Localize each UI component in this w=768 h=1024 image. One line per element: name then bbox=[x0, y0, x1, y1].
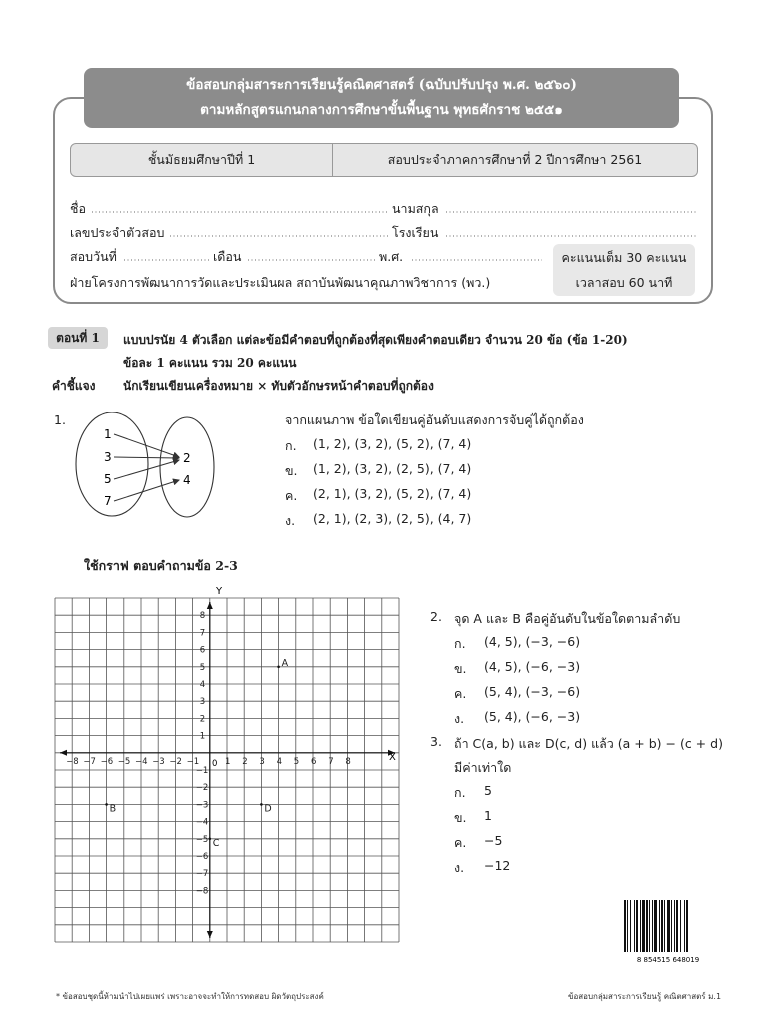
x-tick-label: −3 bbox=[152, 756, 165, 767]
domain-5: 5 bbox=[104, 472, 112, 486]
x-tick-label: 7 bbox=[328, 756, 334, 767]
barcode-bar bbox=[659, 900, 660, 952]
y-tick-label: 1 bbox=[199, 731, 206, 742]
month-label: เดือน bbox=[213, 249, 242, 264]
grade-label: ชั้นมัธยมศึกษาปีที่ 1 bbox=[71, 144, 333, 176]
q3-text-2: มีค่าเท่าใด bbox=[454, 760, 512, 775]
barcode-bar bbox=[684, 900, 685, 952]
x-axis-label: X bbox=[389, 752, 396, 763]
point-b bbox=[105, 803, 108, 806]
instruction-label: คำชี้แจง bbox=[52, 379, 96, 393]
point-c bbox=[209, 838, 212, 841]
q1-opt-a-text: (1, 2), (3, 2), (5, 2), (7, 4) bbox=[313, 436, 472, 451]
y-tick-label: −6 bbox=[195, 852, 209, 862]
x-tick-label: −1 bbox=[186, 756, 200, 767]
point-label-a: A bbox=[281, 657, 289, 669]
q1-text: จากแผนภาพ ข้อใดเขียนคู่อันดับแสดงการจับคู่ได้ถูกต้อง bbox=[285, 412, 584, 427]
barcode-bar bbox=[674, 900, 675, 952]
x-tick-label: −5 bbox=[117, 756, 131, 767]
q1-opt-b-text: (1, 2), (3, 2), (2, 5), (7, 4) bbox=[313, 461, 472, 476]
barcode-bar bbox=[640, 900, 641, 952]
range-2: 2 bbox=[183, 451, 191, 465]
q3-opt-a-text: 5 bbox=[484, 783, 492, 798]
q3-number: 3. bbox=[430, 734, 442, 749]
x-tick-label: 1 bbox=[225, 756, 231, 767]
y-tick-label: −2 bbox=[195, 783, 209, 794]
part-badge: ตอนที่ 1 bbox=[48, 327, 108, 349]
barcode-bar bbox=[630, 900, 631, 952]
barcode-bar bbox=[676, 900, 678, 952]
point-label-d: D bbox=[264, 803, 272, 815]
full-score: คะแนนเต็ม 30 คะแนน bbox=[561, 250, 687, 265]
y-tick-label: −5 bbox=[195, 834, 209, 845]
q2-opt-d-text: (5, 4), (−6, −3) bbox=[484, 709, 581, 724]
q2-opt-c-letter[interactable]: ค. bbox=[454, 686, 467, 701]
title-line-1: ข้อสอบกลุ่มสาระการเรียนรู้คณิตศาสตร์ (ฉบับปรับปรุง พ.ศ. ๒๕๖๐) bbox=[186, 77, 577, 93]
exam-label: สอบประจำภาคการศึกษาที่ 2 ปีการศึกษา 2561 bbox=[387, 152, 643, 167]
point-a bbox=[277, 666, 280, 669]
x-tick-label: −7 bbox=[83, 756, 96, 767]
y-tick-label: 6 bbox=[199, 645, 206, 656]
surname-label: นามสกุล bbox=[392, 201, 439, 216]
q2-opt-d-letter[interactable]: ง. bbox=[454, 711, 465, 726]
name-label: ชื่อ bbox=[70, 201, 86, 216]
axis-arrowhead bbox=[60, 750, 67, 756]
y-tick-label: 7 bbox=[199, 628, 206, 639]
part-line-1: แบบปรนัย 4 ตัวเลือก แต่ละข้อมีคำตอบที่ถูกต้องที่สุดเพียงคำตอบเดียว จำนวน 20 ข้อ (ข้อ 1-20) bbox=[123, 333, 628, 347]
barcode-bar bbox=[667, 900, 670, 952]
q1-number: 1. bbox=[54, 412, 66, 427]
axis-arrowhead bbox=[207, 602, 213, 609]
point-label-c: C bbox=[212, 837, 220, 849]
y-tick-label: −7 bbox=[195, 869, 209, 880]
footer-right: ข้อสอบกลุ่มสาระการเรียนรู้ คณิตศาสตร์ ม.1 bbox=[568, 992, 722, 1001]
date-label: สอบวันที่ bbox=[70, 249, 117, 264]
point-d bbox=[260, 803, 263, 806]
x-tick-label: −2 bbox=[169, 756, 182, 767]
barcode-bar bbox=[636, 900, 638, 952]
y-tick-label: −8 bbox=[195, 886, 209, 897]
barcode-bar bbox=[649, 900, 650, 952]
school-label: โรงเรียน bbox=[392, 225, 439, 240]
y-tick-label: −1 bbox=[195, 766, 209, 776]
origin-label: 0 bbox=[212, 759, 218, 769]
q1-opt-d-text: (2, 1), (2, 3), (2, 5), (4, 7) bbox=[313, 511, 472, 526]
q1-opt-b-letter[interactable]: ข. bbox=[285, 463, 298, 478]
q1-opt-a-letter[interactable]: ก. bbox=[285, 438, 297, 453]
domain-7: 7 bbox=[104, 494, 112, 508]
axis-arrowhead bbox=[207, 931, 213, 938]
q2-opt-a-letter[interactable]: ก. bbox=[454, 636, 466, 651]
year-label: พ.ศ. bbox=[379, 249, 404, 264]
q2-opt-b-letter[interactable]: ข. bbox=[454, 661, 467, 676]
x-tick-label: −6 bbox=[100, 756, 114, 767]
q3-opt-c-text: −5 bbox=[484, 833, 503, 848]
domain-1: 1 bbox=[104, 427, 112, 441]
q1-opt-c-letter[interactable]: ค. bbox=[285, 488, 298, 503]
q1-opt-c-text: (2, 1), (3, 2), (5, 2), (7, 4) bbox=[313, 486, 472, 501]
q3-opt-b-text: 1 bbox=[484, 808, 492, 823]
graph-section-title: ใช้กราฟ ตอบคำถามข้อ 2-3 bbox=[84, 558, 238, 573]
barcode-bar bbox=[654, 900, 657, 952]
q3-opt-d-text: −12 bbox=[484, 858, 511, 873]
barcode-bar bbox=[671, 900, 672, 952]
y-tick-label: −3 bbox=[195, 800, 209, 811]
q3-opt-a-letter[interactable]: ก. bbox=[454, 785, 466, 800]
barcode bbox=[622, 898, 714, 966]
x-tick-label: 2 bbox=[242, 756, 248, 767]
range-4: 4 bbox=[183, 473, 191, 487]
y-tick-label: 8 bbox=[199, 611, 206, 622]
y-axis-label: Y bbox=[216, 586, 223, 597]
y-tick-label: 3 bbox=[199, 697, 206, 708]
barcode-bar bbox=[680, 900, 681, 952]
footer-left: * ข้อสอบชุดนี้ห้ามนำไปเผยแพร่ เพราะอาจจะทำให้การทดสอบ ผิดวัตถุประสงค์ bbox=[56, 992, 324, 1001]
x-tick-label: 4 bbox=[276, 756, 283, 767]
id-label: เลขประจำตัวสอบ bbox=[70, 225, 165, 240]
part-line-2: ข้อละ 1 คะแนน รวม 20 คะแนน bbox=[123, 356, 297, 370]
q2-opt-a-text: (4, 5), (−3, −6) bbox=[484, 634, 581, 649]
x-tick-label: 3 bbox=[259, 756, 265, 767]
title-line-2: ตามหลักสูตรแกนกลางการศึกษาขั้นพื้นฐาน พุทธศักราช ๒๕๕๑ bbox=[200, 102, 563, 118]
x-tick-label: −4 bbox=[135, 756, 148, 767]
x-tick-label: 8 bbox=[345, 756, 351, 767]
y-tick-label: 2 bbox=[199, 714, 206, 725]
barcode-bar bbox=[661, 900, 663, 952]
barcode-bar bbox=[634, 900, 635, 952]
x-tick-label: −8 bbox=[66, 756, 79, 767]
barcode-bar bbox=[627, 900, 628, 952]
barcode-bar bbox=[664, 900, 665, 952]
domain-3: 3 bbox=[104, 450, 112, 464]
q2-number: 2. bbox=[430, 609, 442, 624]
q3-opt-b-letter[interactable]: ข. bbox=[454, 810, 467, 825]
barcode-bar bbox=[642, 900, 645, 952]
instruction-text: นักเรียนเขียนเครื่องหมาย × ทับตัวอักษรหน้าคำตอบที่ถูกต้อง bbox=[123, 379, 434, 393]
agency-text: ฝ่ายโครงการพัฒนาการวัดและประเมินผล สถาบันพัฒนาคุณภาพวิชาการ (พว.) bbox=[70, 275, 491, 290]
q3-opt-d-letter[interactable]: ง. bbox=[454, 860, 465, 875]
y-tick-label: 5 bbox=[199, 662, 206, 673]
q2-opt-b-text: (4, 5), (−6, −3) bbox=[484, 659, 581, 674]
q2-text: จุด A และ B คือคู่อันดับในข้อใดตามลำดับ bbox=[454, 611, 681, 626]
point-label-b: B bbox=[109, 803, 117, 815]
y-tick-label: −4 bbox=[195, 817, 209, 828]
barcode-bar bbox=[686, 900, 688, 952]
barcode-bar bbox=[646, 900, 648, 952]
q2-opt-c-text: (5, 4), (−3, −6) bbox=[484, 684, 581, 699]
x-tick-label: 5 bbox=[293, 756, 300, 767]
x-tick-label: 6 bbox=[311, 756, 317, 767]
q1-opt-d-letter[interactable]: ง. bbox=[285, 513, 296, 528]
q3-text: ถ้า C(a, b) และ D(c, d) แล้ว (a + b) − (c + d) bbox=[454, 736, 723, 751]
exam-time: เวลาสอบ 60 นาที bbox=[575, 275, 673, 290]
barcode-bar bbox=[652, 900, 653, 952]
y-tick-label: 4 bbox=[199, 680, 206, 690]
q3-opt-c-letter[interactable]: ค. bbox=[454, 835, 467, 850]
barcode-number: 8 854515 648019 bbox=[636, 956, 700, 964]
barcode-bar bbox=[624, 900, 626, 952]
